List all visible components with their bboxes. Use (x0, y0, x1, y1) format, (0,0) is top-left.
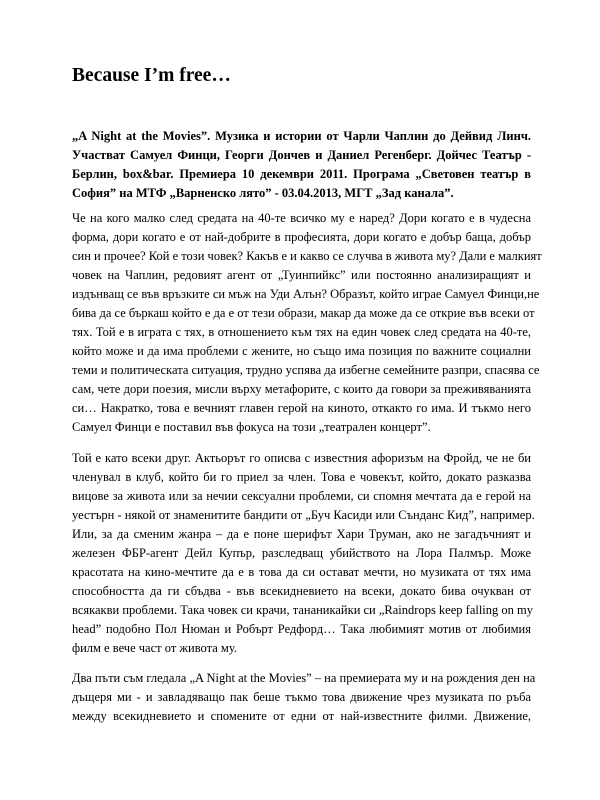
paragraph-line: човек на Чаплин, редовият агент от „Туинпийкс” или постоянно анализиращият и (72, 268, 531, 282)
paragraph-line: Или, за да сменим жанра – да е поне шерифът Хари Труман, ако не загадъчният и (72, 527, 531, 541)
paragraph-line: който може и да има проблеми с жените, но също има позиция по важните социални (72, 344, 531, 358)
paragraph-line: уестърн - някой от знаменитите бандити от „Буч Касиди или Сънданс Кид”, например. (72, 508, 535, 522)
paragraph-line: си… Накратко, това е вечният главен герой на киното, откакто го има. И тъкмо него (72, 401, 531, 415)
body-paragraph-1 (72, 209, 542, 437)
paragraph-line: head” подобно Пол Нюман и Робърт Редфорд… Така любимият мотив от любимия (72, 622, 531, 636)
paragraph-line: форма, дори когато е от най-добрите в професията, дори когато е добър баща, добър (72, 230, 531, 244)
intro-paragraph (72, 127, 531, 203)
paragraph-line: дъщеря ми - и завладяващо пак беше тъкмо това движение чрез музиката по ръба (72, 690, 531, 704)
paragraph-line: Два пъти съм гледала „A Night at the Movies” – на премиерата му и на рождения ден на (72, 671, 536, 685)
paragraph-line: издънващ се във връзките си мъж на Уди Алън? Образът, който играе Самуел Финци,не (72, 287, 540, 301)
paragraph-line: между всекидневието и спомените от едни от най-известните филми. Движение, (72, 709, 531, 723)
paragraph-line: способността да ги сбъдва - във всекидневието на всеки, докато бива очукван от (72, 584, 531, 598)
body-paragraph-2 (72, 449, 535, 658)
paragraph-line: филм е вече част от живота му. (72, 641, 237, 655)
paragraph-line: вицове за живота или за нечии сексуални проблеми, си спомня мечтата да е герой на (72, 489, 531, 503)
paragraph-line: Самуел Финци е поставил във фокуса на този „театрален концерт”. (72, 420, 431, 434)
paragraph-line: тях. Той е в играта с тях, в отношението към тях на един човек след средата на 40-те, (72, 325, 531, 339)
paragraph-line: членувал в клуб, който би го приел за член. Това е човекът, който, докато разказва (72, 470, 531, 484)
paragraph-line: железен ФБР-агент Дейл Купър, разследващ убийството на Лора Палмър. Може (72, 546, 531, 560)
paragraph-line: Че на кого малко след средата на 40-те всичко му е наред? Дори когато е в чудесна (72, 211, 531, 225)
body-paragraph-3 (72, 669, 536, 726)
paragraph-line: теми и политическата ситуация, трудно успява да избегне семейните разпри, спасява се (72, 363, 540, 377)
paragraph-line: красотата на кино-мечтите да е в това да си остават мечти, но музиката от тях има (72, 565, 531, 579)
intro-line: София” на МТФ „Варненско лято” - 03.04.2013, МГТ „Зад канала”. (72, 186, 454, 200)
paragraph-line: син и прочее? Кой е този човек? Какъв е и какво се случва в живота му? Дали е малкият (72, 249, 542, 263)
paragraph-line: бива да се бъркаш който е да е от тези образи, макар да може да се открие във всеки от (72, 306, 535, 320)
paragraph-line: всякакви проблеми. Така човек си крачи, тананикайки си „Raindrops keep falling on my (72, 603, 534, 617)
paragraph-line: Той е като всеки друг. Актьорът го описва с известния афоризъм на Фройд, че не би (72, 451, 531, 465)
intro-line: Участват Самуел Финци, Георги Дончев и Даниел Регенберг. Дойчес Театър - (72, 148, 531, 162)
intro-line: „A Night at the Movies”. Музика и истории от Чарли Чаплин до Дейвид Линч. (72, 129, 531, 143)
paragraph-line: сам, чете дори поезия, мисли върху метафорите, с които да говори за преживяванията (72, 382, 531, 396)
intro-line: Берлин, box&bar. Премиера 10 декември 2011. Програма „Световен театър в (72, 167, 531, 181)
document-title: Because I’m free… (72, 65, 231, 86)
